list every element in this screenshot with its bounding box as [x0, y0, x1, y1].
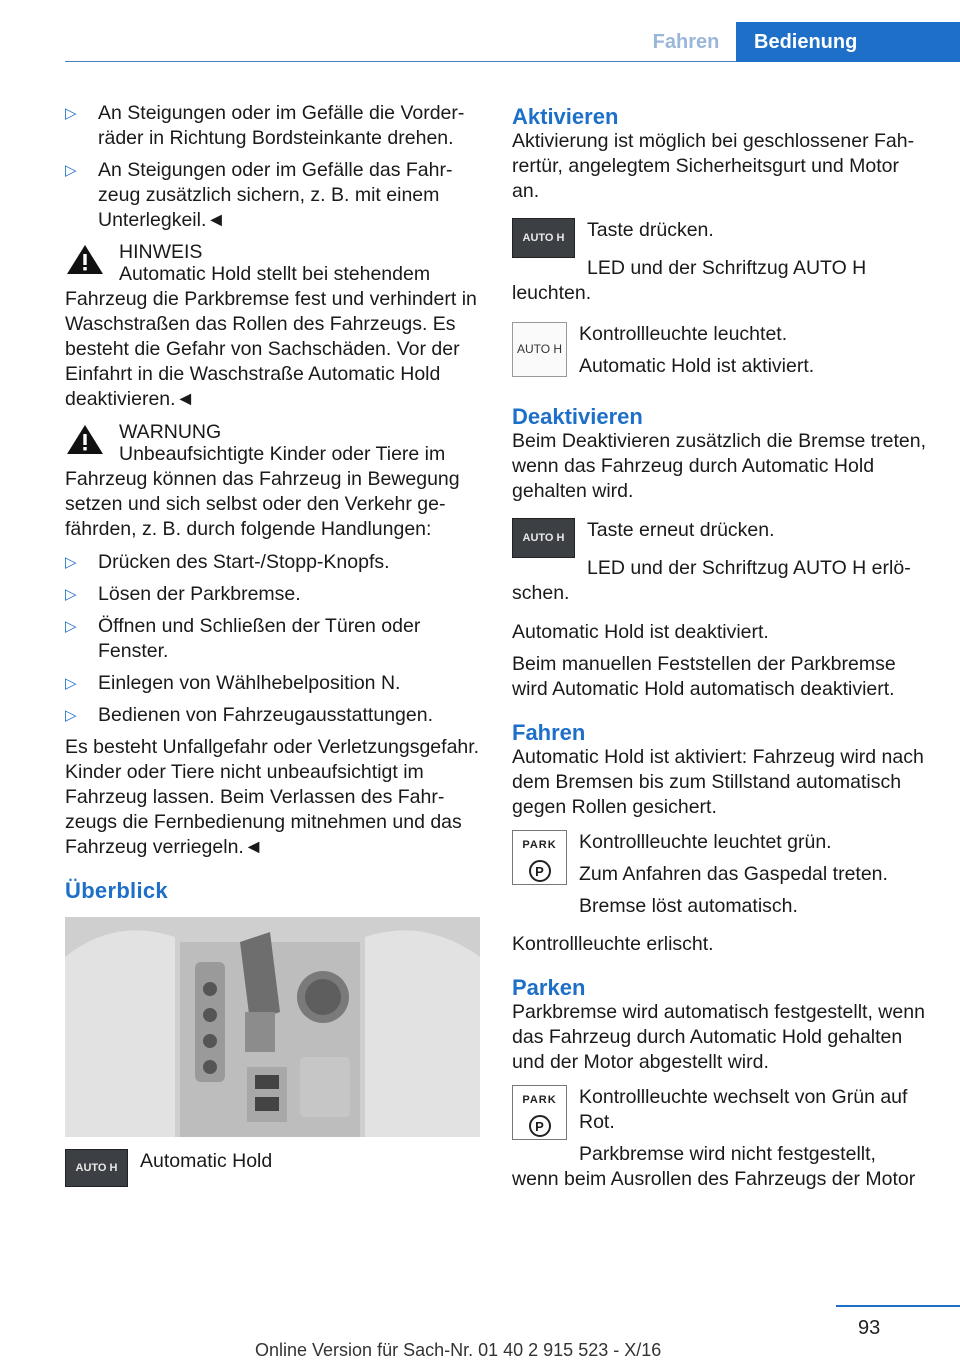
auto-h-button-icon: AUTO H: [512, 518, 575, 558]
heading-aktivieren: Aktivieren: [512, 104, 619, 129]
triangle-bullet-icon: ▷: [65, 162, 77, 179]
risk-paragraph: Es besteht Unfallgefahr oder Verletzungsgefahr. Kinder oder Tiere nicht unbeaufsichtigt im Fahrzeug lassen. Beim Verlassen des Fahrzeugs die Fernbedienung mitnehmen und das Fahrzeug verriegeln.◄: [65, 736, 480, 858]
list-item: ▷ Bedienen von Fahrzeugausstattungen.: [65, 704, 433, 726]
heading-parken: Parken: [512, 975, 586, 1000]
triangle-bullet-icon: ▷: [65, 586, 77, 603]
step-row: PARK P Kontrollleuchte wechselt von Grün auf Rot.: [512, 1085, 927, 1142]
warnung-note: [65, 420, 480, 542]
footer-rule: [836, 1305, 960, 1307]
list-item: ▷ Drücken des Start-/Stopp-Knopfs.: [65, 551, 390, 573]
right-column: Aktivieren Aktivierung ist möglich bei geschlossener Fahrertür, angelegtem Sicherheitsgurt und Motor an. AUTO H Taste drücken. LED und der Schriftzug AUTO H leuchten. AUTO H Kontrollleuchte leuchtet. Automatic Hold ist aktiviert. Deaktivieren Beim Deaktivieren zusätzlich die Bremse treten, wenn das Fahrzeug durch Automatic Hold gehalten wird. AUTO H Taste erneut drücken. LED und der Schriftzug AUTO H erlöschen. Automatic Hold ist deaktiviert. Beim manuellen Feststellen der Parkbremse wird Automatic Hold automatisch deaktiviert. Fahren Automatic Hold ist aktiviert: Fahrzeug wird nach dem Bremsen bis zum Stillstand automatisch gegen Rollen gesichert. PARK P Kontrollleuchte leuchtet grün. Zum Anfahren das Gaspedal treten. Bremse löst automatisch. Kontrollleuchte erlischt. Parken Parkbremse wird automatisch festgestellt, wenn das Fahrzeug durch Automatic Hold gehalten und der Motor abgestellt wird. PARK P Kontrollleuchte wechselt von Grün auf Rot. Parkbremse wird nicht festgestellt, wenn beim Ausrollen des Fahrzeugs der Motor: [512, 104, 927, 1190]
center-console-image: [65, 917, 480, 1137]
parken-intro: Parkbremse wird automatisch festgestellt, wenn das Fahrzeug durch Automatic Hold gehalten und der Motor abgestellt wird.: [512, 1001, 925, 1073]
hinweis-note: [65, 240, 480, 412]
triangle-bullet-icon: ▷: [65, 618, 77, 635]
hinweis-title: HINWEIS: [119, 241, 203, 263]
triangle-bullet-icon: ▷: [65, 554, 77, 571]
step-row: AUTO H Taste drücken.: [512, 218, 927, 258]
hinweis-text: Automatic Hold stellt bei stehendem Fahrzeug die Parkbremse fest und verhindert in Waschstraßen das Rollen des Fahrzeugs. Es besteht die Gefahr von Sachschäden. Vor der Einfahrt in die Waschstraße Automatic Hold deaktivieren.◄: [65, 263, 477, 410]
fahren-intro: Automatic Hold ist aktiviert: Fahrzeug wird nach dem Bremsen bis zum Stillstand automatisch gegen Rollen gesichert.: [512, 746, 924, 818]
warning-triangle-icon: [65, 422, 105, 456]
tab-bedienung[interactable]: Bedienung: [736, 22, 960, 62]
heading-deaktivieren: Deaktivieren: [512, 404, 643, 429]
legend-row: [65, 1149, 480, 1187]
section-heading-ueberblick: Überblick: [65, 878, 168, 903]
warning-triangle-icon: [65, 242, 105, 276]
list-item: ▷ An Steigungen oder im Gefälle die Vorderräder in Richtung Bordsteinkante drehen.: [65, 102, 465, 149]
auto-h-button-icon: AUTO H: [512, 218, 575, 258]
list-item: ▷ Öffnen und Schließen der Türen oder Fenster.: [65, 615, 421, 662]
triangle-bullet-icon: ▷: [65, 105, 77, 122]
left-column: [65, 101, 480, 1193]
heading-fahren: Fahren: [512, 720, 586, 745]
park-brake-indicator-icon: PARK P: [512, 1085, 567, 1140]
tab-fahren[interactable]: Fahren: [652, 30, 720, 53]
footer-text: Online Version für Sach-Nr. 01 40 2 915 523 - X/16: [255, 1340, 662, 1360]
step-row: PARK P Kontrollleuchte leuchtet grün. Zum Anfahren das Gaspedal treten. Bremse löst automatisch.: [512, 830, 927, 926]
deaktivieren-intro: Beim Deaktivieren zusätzlich die Bremse treten, wenn das Fahrzeug durch Automatic Hold gehalten wird.: [512, 430, 927, 502]
auto-h-indicator-icon: AUTO H: [512, 322, 567, 377]
console-photo: [65, 917, 480, 1137]
legend-text: Automatic Hold: [140, 1150, 273, 1172]
warnung-title: WARNUNG: [119, 421, 222, 443]
auto-h-button-icon: AUTO H: [65, 1149, 128, 1187]
list-item: ▷ Lösen der Parkbremse.: [65, 583, 301, 605]
aktivieren-intro: Aktivierung ist möglich bei geschlossener Fahrertür, angelegtem Sicherheitsgurt und Motor an.: [512, 130, 915, 202]
triangle-bullet-icon: ▷: [65, 675, 77, 692]
list-item: ▷ Einlegen von Wählhebelposition N.: [65, 672, 401, 694]
step-row: AUTO H Kontrollleuchte leuchtet. Automatic Hold ist aktiviert.: [512, 322, 927, 386]
page-number: 93: [858, 1317, 881, 1339]
list-item: ▷ An Steigungen oder im Gefälle das Fahrzeug zusätzlich sichern, z. B. mit einem Unterlegkeil.◄: [65, 159, 453, 231]
warnung-text: Unbeaufsichtigte Kinder oder Tiere im Fahrzeug können das Fahrzeug in Bewegung setzen und sich selbst oder den Verkehr gefährden, z. B. durch folgende Handlungen:: [65, 443, 460, 540]
step-row: AUTO H Taste erneut drücken.: [512, 518, 927, 558]
triangle-bullet-icon: ▷: [65, 707, 77, 724]
park-brake-indicator-icon: PARK P: [512, 830, 567, 885]
